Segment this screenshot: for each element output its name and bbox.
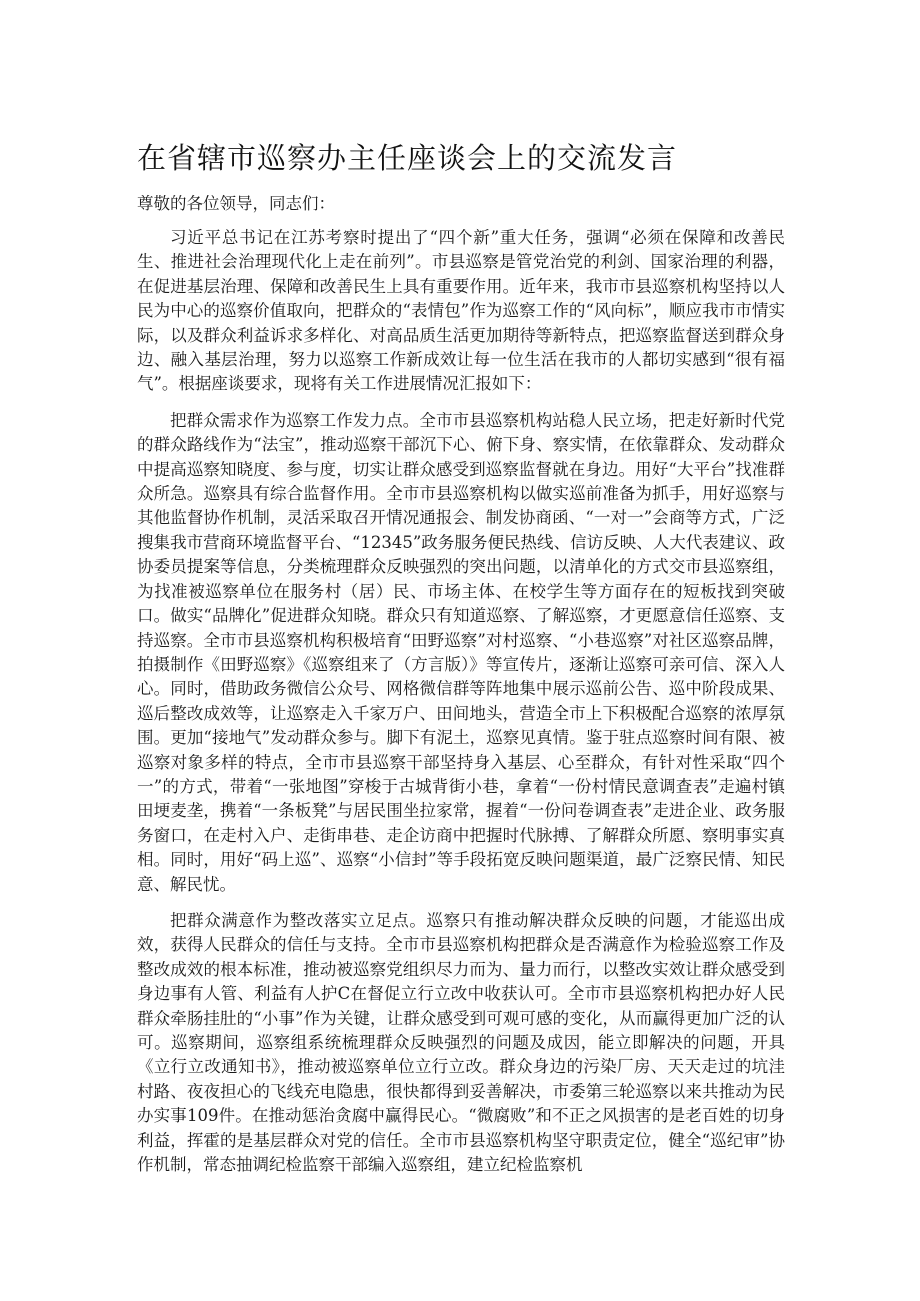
paragraph-needs: 把群众需求作为巡察工作发力点。全市市县巡察机构站稳人民立场，把走好新时代党的群众路线作为“法宝”，推动巡察干部沉下心、俯下身、察实情，在依靠群众、发动群众中提高巡察知晓度、参与度，切实让群众感受到巡察监督就在身边。用好“大平台”找准群众所急。巡察具有综合监督作用。全市市县巡察机构以做实巡前准备为抓手，用好巡察与其他监督协作机制，灵活采取召开情况通报会、制发协商函、“一对一”会商等方式，广泛搜集我市营商环境监督平台、“12345”政务服务便民热线、信访反映、人大代表建议、政协委员提案等信息，分类梳理群众反映强烈的突出问题，以清单化的方式交市县巡察组，为找准被巡察单位在服务村（居）民、市场主体、在校学生等方面存在的短板找到突破口。做实“品牌化”促进群众知晓。群众只有知道巡察、了解巡察，才更愿意信任巡察、支持巡察。全市市县巡察机构积极培育“田野巡察”对村巡察、“小巷巡察”对社区巡察品牌，拍摄制作《田野巡察》《巡察组来了（方言版）》等宣传片，逐渐让巡察可亲可信、深入人心。同时，借助政务微信公众号、网格微信群等阵地集中展示巡前公告、巡中阶段成果、巡后整改成效等，让巡察走入千家万户、田间地头，营造全市上下积极配合巡察的浓厚氛围。更加“接地气”发动群众参与。脚下有泥土，巡察见真情。鉴于驻点巡察时间有限、被巡察对象多样的特点，全市市县巡察干部坚持身入基层、心至群众，有针对性采取“四个一”的方式，带着“一张地图”穿梭于古城背街小巷，拿着“一份村情民意调查表”走遍村镇田埂麦垄，携着“一条板凳”与居民围坐拉家常，握着“一份问卷调查表”走进企业、政务服务窗口，在走村入户、走街串巷、走企访商中把握时代脉搏、了解群众所愿、察明事实真相。同时，用好“码上巡”、巡察“小信封”等手段拓宽反映问题渠道，最广泛察民情、知民意、解民忧。 [137, 410, 785, 894]
paragraph-satisfaction: 把群众满意作为整改落实立足点。巡察只有推动解决群众反映的问题，才能巡出成效，获得人民群众的信任与支持。全市市县巡察机构把群众是否满意作为检验巡察工作及整改成效的根本标准，推动被巡察党组织尽力而为、量力而行，以整改实效让群众感受到身边事有人管、利益有人护C在督促立行立改中收获认可。全市市县巡察机构把办好人民群众牵肠挂肚的“小事”作为关键，让群众感受到可观可感的变化，从而赢得更加广泛的认可。巡察期间，巡察组系统梳理群众反映强烈的问题及成因，能立即解决的问题，开具《立行立改通知书》，推动被巡察单位立行立改。群众身边的污染厂房、天天走过的坑洼村路、夜夜担心的飞线充电隐患，很快都得到妥善解决，市委第三轮巡察以来共推动为民办实事109件。在推动惩治贪腐中赢得民心。“微腐败”和不正之风损害的是老百姓的切身利益，挥霍的是基层群众对党的信任。全市市县巡察机构坚守职责定位，健全“巡纪审”协作机制，常态抽调纪检监察干部编入巡察组，建立纪检监察机 [137, 910, 785, 1175]
salutation: 尊敬的各位领导，同志们： [137, 194, 335, 213]
document-title: 在省辖市巡察办主任座谈会上的交流发言 [137, 141, 678, 175]
paragraph-intro: 习近平总书记在江苏考察时提出了“四个新”重大任务，强调“必须在保障和改善民生、推进社会治理现代化上走在前列”。市县巡察是管党治党的利剑、国家治理的利器，在促进基层治理、保障和改善民生上具有重要作用。近年来，我市市县巡察机构坚持以人民为中心的巡察价值取向，把群众的“表情包”作为巡察工作的“风向标”，顺应我市市情实际，以及群众利益诉求多样化、对高品质生活更加期待等新特点，把巡察监督送到群众身边、融入基层治理，努力以巡察工作新成效让每一位生活在我市的人都切实感到“很有福气”。根据座谈要求，现将有关工作进展情况汇报如下： [137, 228, 785, 394]
document-page [137, 0, 785, 1177]
